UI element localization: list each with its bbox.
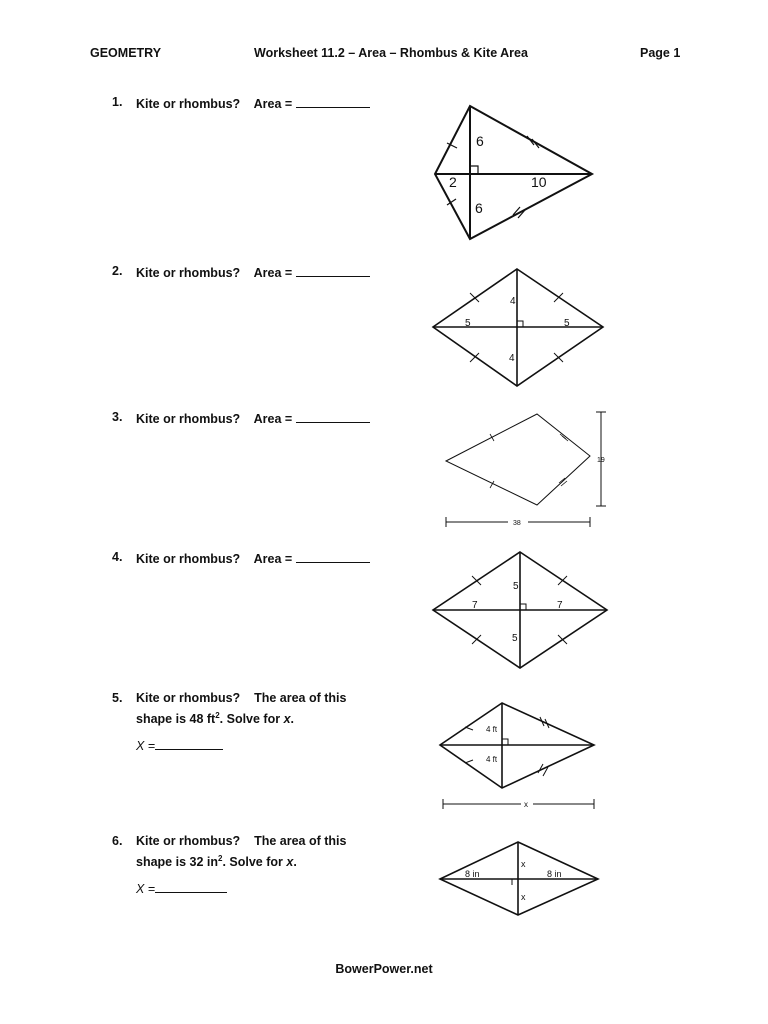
question-prompt: Kite or rhombus? xyxy=(136,266,241,280)
x-label: X = xyxy=(136,882,156,896)
label-bottom: 5 xyxy=(512,633,518,644)
area-label: Area = xyxy=(253,552,293,566)
worksheet-title: Worksheet 11.2 – Area – Rhombus & Kite Area xyxy=(254,46,528,60)
question-text: shape is 48 ft xyxy=(136,712,216,727)
variable: x xyxy=(286,855,294,870)
label-right: 10 xyxy=(531,174,547,190)
question-text: . Solve for xyxy=(219,712,281,727)
label-top: 5 xyxy=(513,581,519,592)
label-left: 5 xyxy=(465,318,471,329)
label-bottom: 6 xyxy=(475,200,483,216)
exponent: 2 xyxy=(215,711,220,720)
question-number: 3. xyxy=(112,410,123,424)
exponent: 2 xyxy=(217,854,223,863)
label-top: 6 xyxy=(476,133,484,149)
label-top: 4 xyxy=(510,296,516,307)
footer-site: BowerPower.net xyxy=(335,962,433,976)
area-label: Area = xyxy=(253,412,293,426)
label-bottom: 4 ft xyxy=(486,755,498,764)
question-text: The area of this xyxy=(254,691,347,705)
question-number: 5. xyxy=(112,691,123,705)
area-label: Area = xyxy=(253,266,293,280)
question-6: 6. Kite or rhombus? The area of this shape is 32 $in^2$. Solve for x. X = xyxy=(112,834,347,896)
subject-label: GEOMETRY xyxy=(90,46,162,60)
label-left: 7 xyxy=(472,600,478,611)
width-label: 38 xyxy=(513,520,521,527)
question-prompt: Kite or rhombus? xyxy=(136,552,241,566)
question-5: 5. Kite or rhombus? The area of this shape is 48 $ft^2$. Solve for x. X = xyxy=(112,691,347,753)
question-prompt: Kite or rhombus? xyxy=(136,834,241,848)
label-bottom: 4 xyxy=(509,353,515,364)
area-label: Area = xyxy=(253,97,293,111)
label-left: 8 in xyxy=(465,869,480,879)
question-number: 6. xyxy=(112,834,123,848)
label-bottom: x xyxy=(521,892,526,902)
width-label: x xyxy=(524,800,528,809)
label-top: x xyxy=(521,859,526,869)
question-number: 2. xyxy=(112,264,123,278)
x-label: X = xyxy=(136,739,156,753)
question-number: 1. xyxy=(112,95,123,109)
question-text: The area of this xyxy=(254,834,347,848)
question-text: shape is 32 in xyxy=(136,855,218,870)
question-prompt: Kite or rhombus? xyxy=(136,412,241,426)
label-right: 5 xyxy=(564,318,570,329)
right-angle-mark xyxy=(512,879,518,885)
question-prompt: Kite or rhombus? xyxy=(136,691,241,705)
question-prompt: Kite or rhombus? xyxy=(136,97,241,111)
label-top: 4 ft xyxy=(486,725,498,734)
page-number: Page 1 xyxy=(640,46,681,60)
label-right: 8 in xyxy=(547,869,562,879)
variable: x xyxy=(283,712,291,727)
question-text: . Solve for xyxy=(222,855,283,870)
question-number: 4. xyxy=(112,550,123,564)
label-left: 2 xyxy=(449,174,457,190)
label-right: 7 xyxy=(557,600,563,611)
height-label: 19 xyxy=(597,457,605,464)
